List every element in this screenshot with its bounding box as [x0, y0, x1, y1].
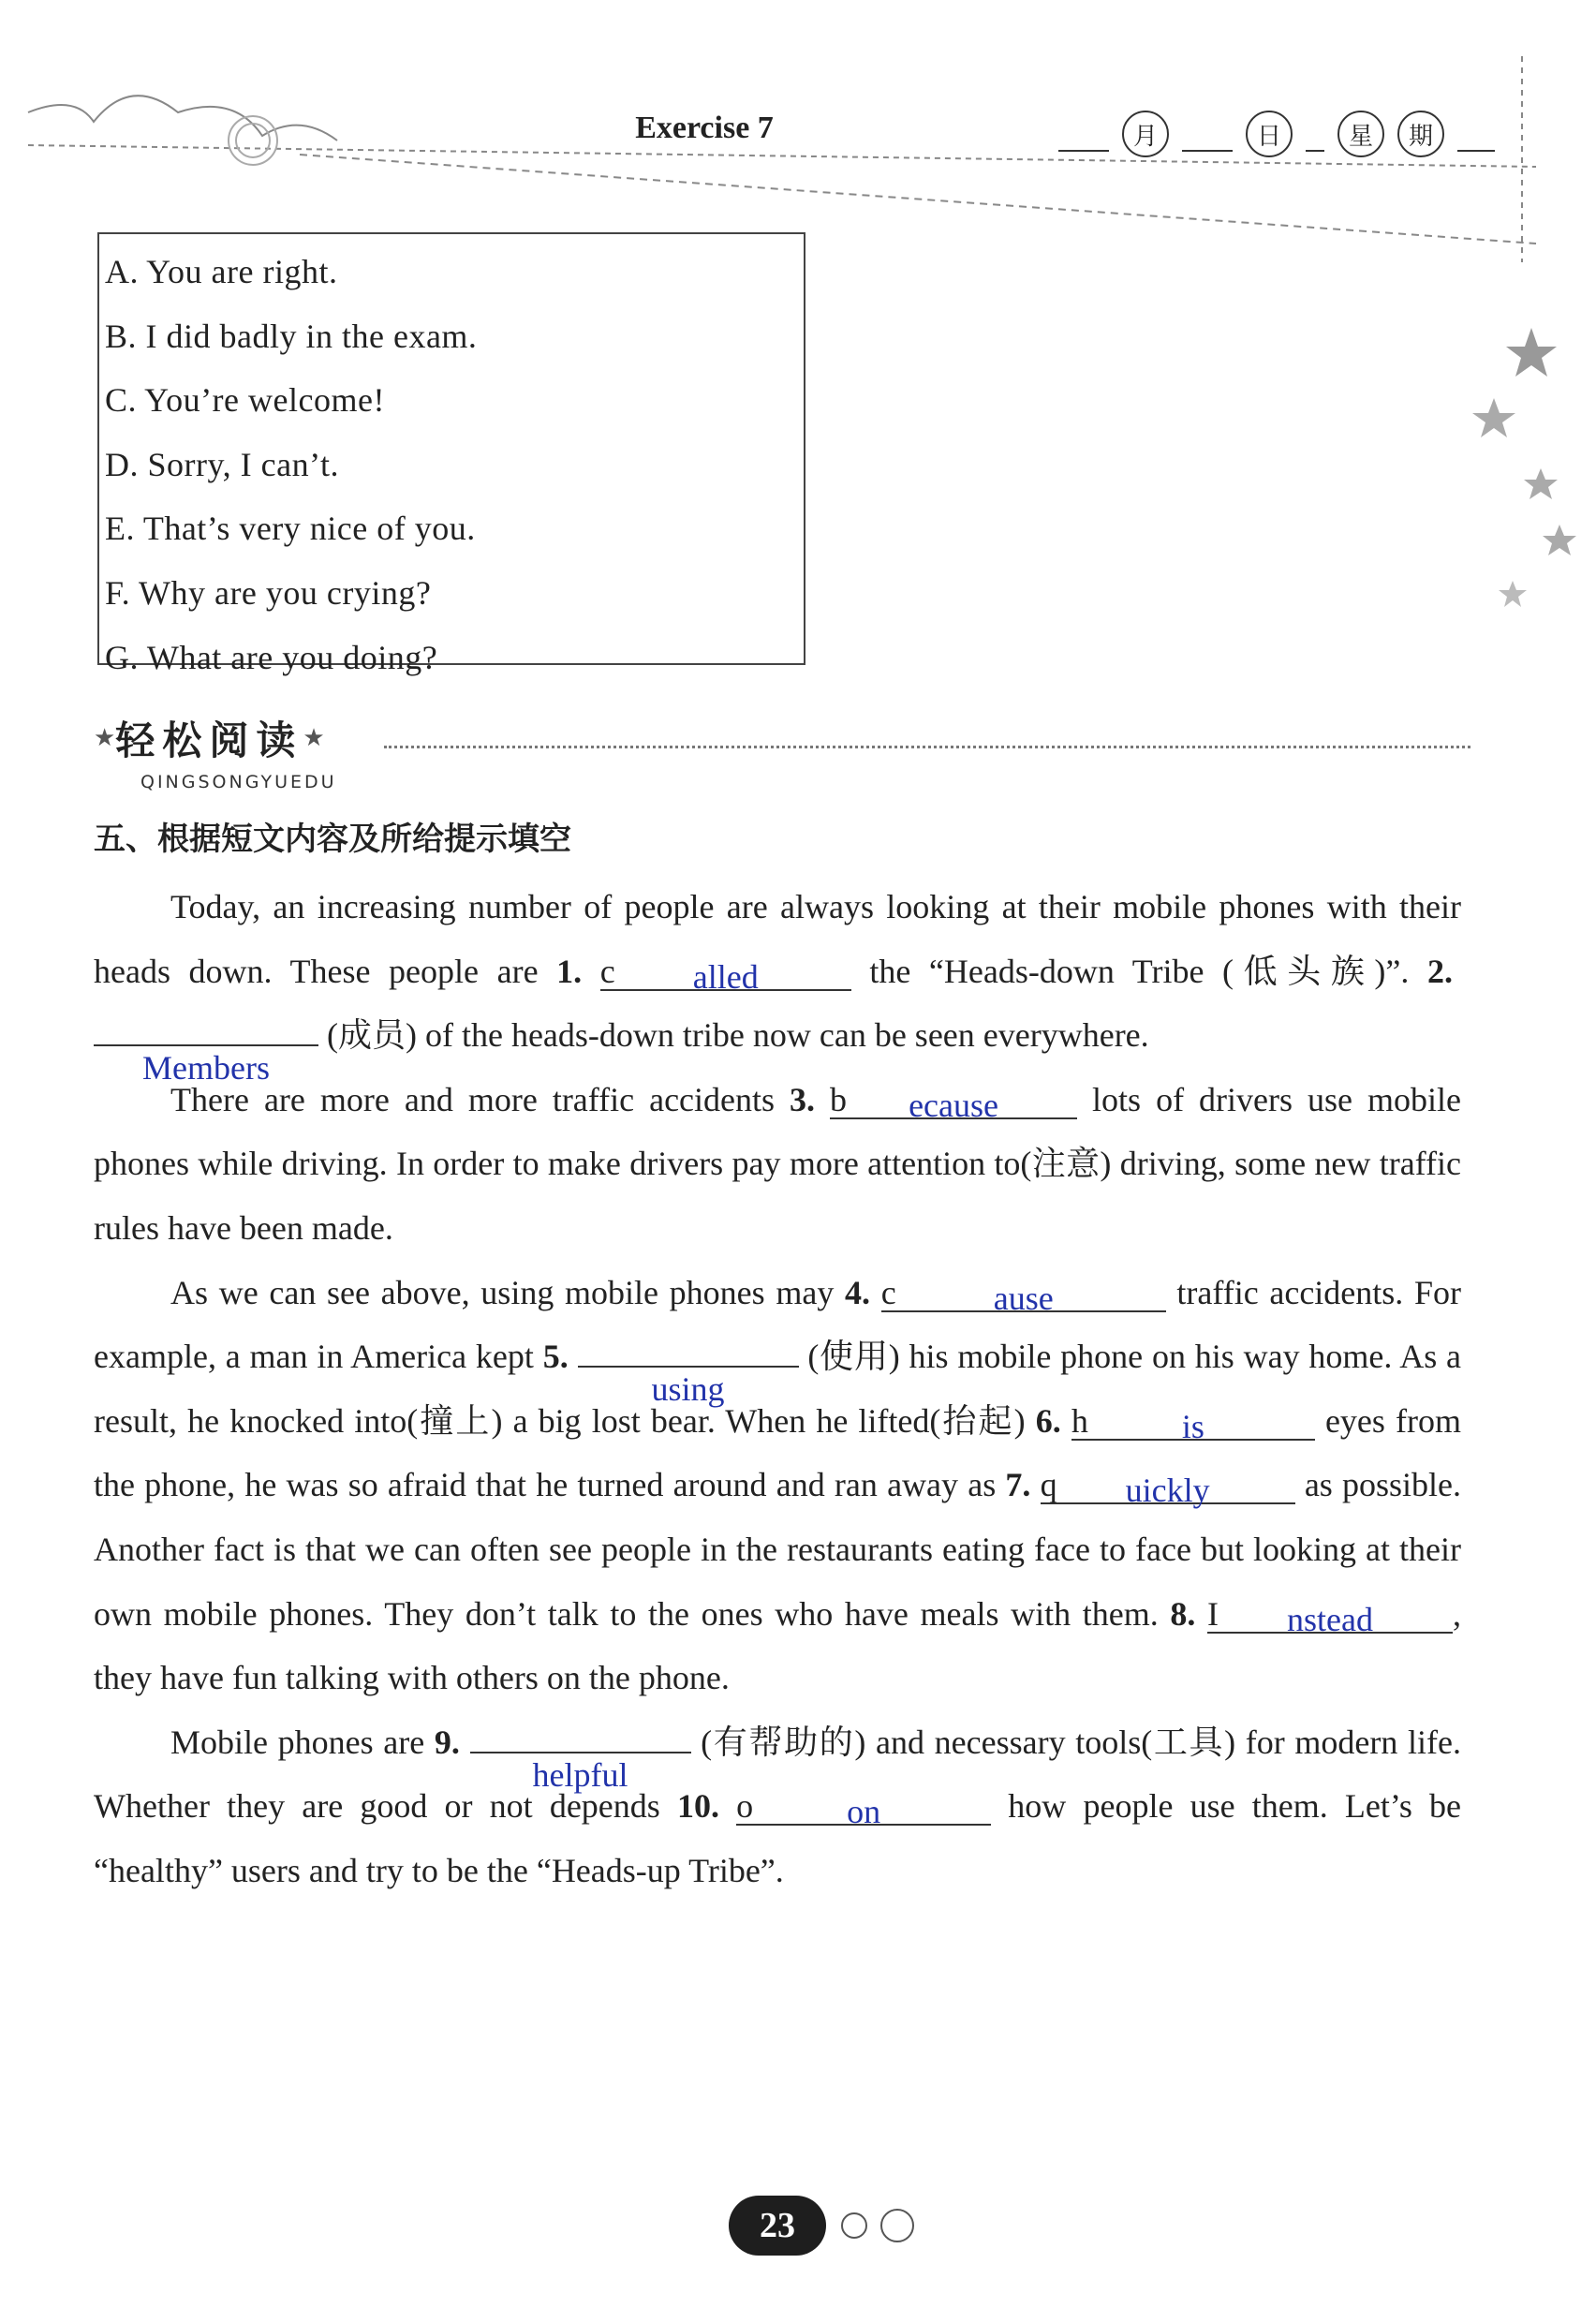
blank-3[interactable]: b ecause [830, 1082, 1077, 1119]
reading-passage [94, 875, 1461, 1903]
circle-decoration-icon [880, 2209, 914, 2242]
section-instruction: 五、根据短文内容及所给提示填空 [94, 821, 571, 858]
blank-1[interactable]: c alled [600, 954, 851, 991]
blank-2[interactable]: Members [94, 1044, 318, 1046]
header-decoration [19, 56, 1574, 262]
month-label: 月 [1122, 111, 1169, 157]
page-number: 23 [729, 2196, 826, 2256]
star-icon: ★ [94, 724, 116, 751]
blank-9[interactable]: helpful [470, 1752, 691, 1753]
weekday-label-1: 星 [1337, 111, 1384, 157]
option-a: A. You are right. [105, 253, 338, 290]
option-b: B. I did badly in the exam. [105, 317, 478, 355]
circle-decoration-icon [841, 2212, 867, 2239]
page-title: Exercise 7 [635, 111, 774, 145]
weekday-label-2: 期 [1397, 111, 1444, 157]
option-d: D. Sorry, I can’t. [105, 445, 339, 483]
options-box [97, 232, 805, 676]
section-banner-title: 轻松阅读 [115, 718, 303, 763]
section-banner [94, 710, 325, 766]
option-f: F. Why are you crying? [105, 573, 432, 612]
blank-8[interactable]: I nstead [1207, 1596, 1453, 1634]
paragraph-1: Today, an increasing number of people are always looking at their mobile phones with their heads down. These people are 1. c alled the “Heads-down Tribe (低头族)”. 2. Members (成员) of the heads-down tribe now can be seen everywhere. [94, 888, 1461, 1087]
option-c: C. You’re welcome! [105, 381, 385, 420]
star-icon: ★ [303, 724, 325, 751]
blank-6[interactable]: h is [1071, 1403, 1315, 1441]
blank-10[interactable]: o on [736, 1788, 991, 1826]
option-e: E. That’s very nice of you. [105, 510, 476, 548]
blank-7[interactable]: q uickly [1041, 1467, 1295, 1504]
section-banner-pinyin: QINGSONGYUEDU [140, 772, 337, 792]
paragraph-2: There are more and more traffic accidents 3. b ecause lots of drivers use mobile phones while driving. In order to make drivers pay more attention to(注意) driving, some new traffic rules have been made. [94, 1080, 1462, 1247]
blank-4[interactable]: c ause [881, 1275, 1166, 1312]
divider [384, 746, 1470, 748]
blank-5[interactable]: using [578, 1366, 799, 1368]
date-fields [1058, 111, 1495, 157]
paragraph-3: As we can see above, using mobile phones may 4. c ause traffic accidents. For example, a man in America kept 5. using (使用) his mobile phone on his way home. As a result, he knocked into(撞上) a big lost bear. When he lifted(抬起) 6. h is eyes from the phone, he was so afraid that he turned around and ran away as 7. q uickly as possible. Another fact is that we can often see people in the restaurants eating face to face but looking at their own mobile phones. They don’t talk to the ones who have meals with them. 8. I nstead , they have fun talking with others on the phone. [94, 1273, 1462, 1697]
option-g: G. What are you doing? [105, 638, 438, 676]
star-decoration-icon [1442, 309, 1583, 665]
paragraph-4: Mobile phones are 9. helpful (有帮助的) and necessary tools(工具) for modern life. Whether they are good or not depends 10. o on how people use them. Let’s be “healthy” users and try to be the “Heads-up Tribe”. [94, 1723, 1462, 1889]
day-label: 日 [1246, 111, 1293, 157]
